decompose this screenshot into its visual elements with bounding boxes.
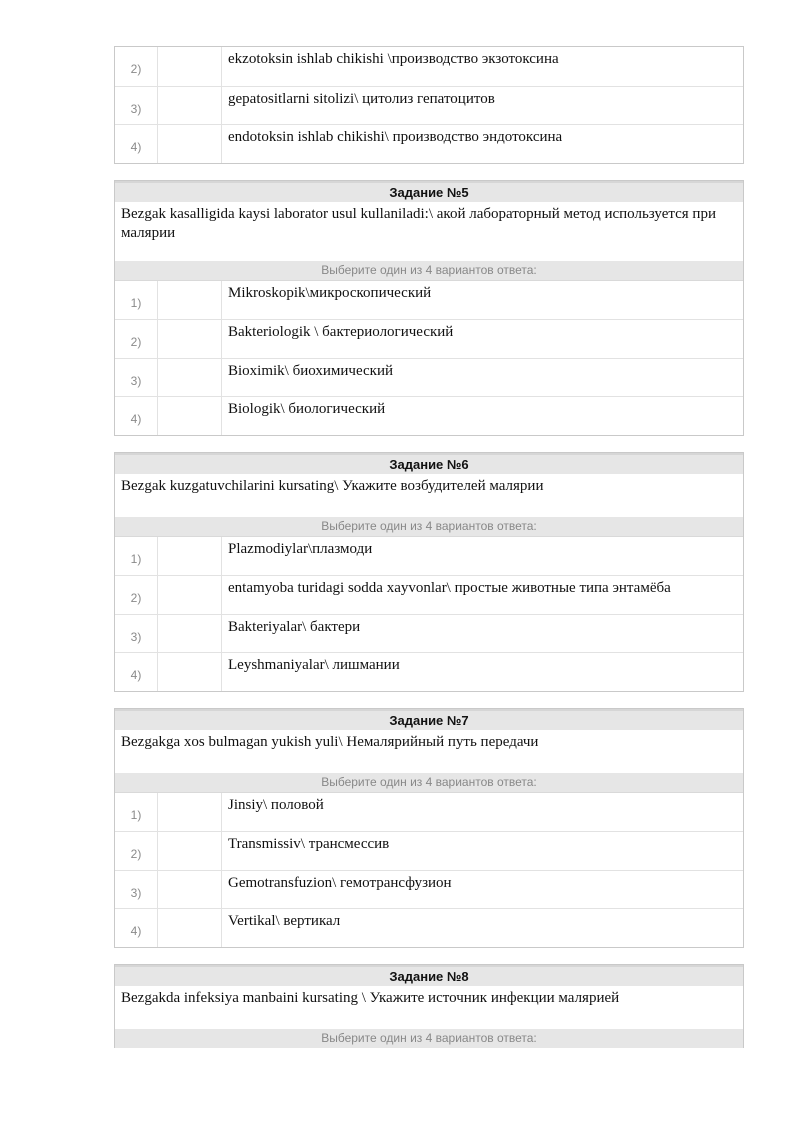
answer-text: Bakteriyalar\ бактери (228, 618, 361, 635)
answer-text: Vertikal\ вертикал (228, 913, 341, 929)
answer-select-cell[interactable] (158, 281, 222, 320)
answer-number: 2) (115, 576, 158, 614)
answer-select-cell[interactable] (158, 793, 222, 832)
answer-number: 3) (115, 359, 158, 397)
answer-select-cell[interactable] (158, 832, 222, 870)
task-5 (114, 180, 744, 436)
answer-number: 3) (115, 871, 158, 909)
answer-row[interactable] (115, 793, 743, 832)
answer-row[interactable] (115, 124, 743, 163)
answer-row[interactable] (115, 281, 743, 320)
task-6 (114, 452, 744, 692)
answer-number: 1) (115, 793, 158, 832)
answer-text: ekzotoksin ishlab chikishi \производство экзотоксина (228, 51, 559, 67)
answer-number: 3) (115, 87, 158, 125)
answer-text: Bakteriologik \ бактериологический (228, 324, 454, 340)
answer-select-cell[interactable] (158, 653, 222, 691)
task-title: Задание №8 (115, 965, 743, 986)
answer-number: 4) (115, 125, 158, 163)
answer-select-cell[interactable] (158, 359, 222, 397)
task-title: Задание №5 (115, 181, 743, 202)
answer-number: 3) (115, 615, 158, 653)
answer-text: Biologik\ биологический (228, 401, 386, 417)
answer-hint: Выберите один из 4 вариантов ответа: (115, 261, 743, 281)
answer-row[interactable] (115, 831, 743, 870)
answer-number: 2) (115, 832, 158, 870)
answer-hint: Выберите один из 4 вариантов ответа: (115, 1029, 743, 1048)
answer-number: 1) (115, 537, 158, 576)
answer-select-cell[interactable] (158, 871, 222, 909)
answer-number: 4) (115, 397, 158, 435)
answer-row[interactable] (115, 575, 743, 614)
answer-select-cell[interactable] (158, 909, 222, 947)
answer-row[interactable] (115, 908, 743, 947)
answer-row[interactable] (115, 870, 743, 909)
question-text: Bezgakga xos bulmagan yukish yuli\ Немалярийный путь передачи (115, 730, 743, 773)
question-text: Bezgak kuzgatuvchilarini kursating\ Укажите возбудителей малярии (115, 474, 743, 517)
answer-row[interactable] (115, 396, 743, 435)
task-title: Задание №6 (115, 453, 743, 474)
answer-text: endotoksin ishlab chikishi\ производство эндотоксина (228, 129, 563, 145)
answer-row[interactable] (115, 537, 743, 576)
question-text: Bezgakda infeksiya manbaini kursating \ Укажите источник инфекции малярией (115, 986, 743, 1029)
answer-row[interactable] (115, 86, 743, 125)
answer-row[interactable] (115, 319, 743, 358)
answer-hint: Выберите один из 4 вариантов ответа: (115, 517, 743, 537)
test-page (114, 46, 744, 1048)
answer-text: Gemotransfuzion\ гемотрансфузион (228, 874, 452, 891)
task-title: Задание №7 (115, 709, 743, 730)
answer-select-cell[interactable] (158, 576, 222, 614)
answer-select-cell[interactable] (158, 125, 222, 163)
answer-text: Plazmodiylar\плазмоди (228, 540, 373, 557)
answer-row[interactable] (115, 614, 743, 653)
answer-select-cell[interactable] (158, 87, 222, 125)
task-4-answers-continued (114, 46, 744, 164)
answer-text: entamyoba turidagi sodda xayvonlar\ простые животные типа энтамёба (228, 580, 671, 596)
answer-hint: Выберите один из 4 вариантов ответа: (115, 773, 743, 793)
answer-text: gepatositlarni sitolizi\ цитолиз гепатоцитов (228, 90, 495, 107)
question-text: Bezgak kasalligida kaysi laborator usul kullaniladi:\ акой лабораторный метод используется при малярии (115, 202, 743, 261)
answer-row[interactable] (115, 652, 743, 691)
answer-select-cell[interactable] (158, 537, 222, 576)
answer-text: Transmissiv\ трансмессив (228, 836, 390, 852)
answer-select-cell[interactable] (158, 397, 222, 435)
task-8 (114, 964, 744, 1048)
answer-number: 4) (115, 653, 158, 691)
answer-row[interactable] (115, 358, 743, 397)
answer-text: Leyshmaniyalar\ лишмании (228, 657, 400, 673)
answer-text: Bioximik\ биохимический (228, 362, 393, 379)
answer-number: 2) (115, 320, 158, 358)
answer-select-cell[interactable] (158, 47, 222, 86)
answer-text: Jinsiy\ половой (228, 796, 324, 813)
answer-number: 4) (115, 909, 158, 947)
answer-number: 2) (115, 47, 158, 86)
answer-select-cell[interactable] (158, 615, 222, 653)
answer-text: Mikroskopik\микроскопический (228, 284, 432, 301)
task-7 (114, 708, 744, 948)
answer-number: 1) (115, 281, 158, 320)
answer-select-cell[interactable] (158, 320, 222, 358)
answer-row[interactable] (115, 47, 743, 86)
